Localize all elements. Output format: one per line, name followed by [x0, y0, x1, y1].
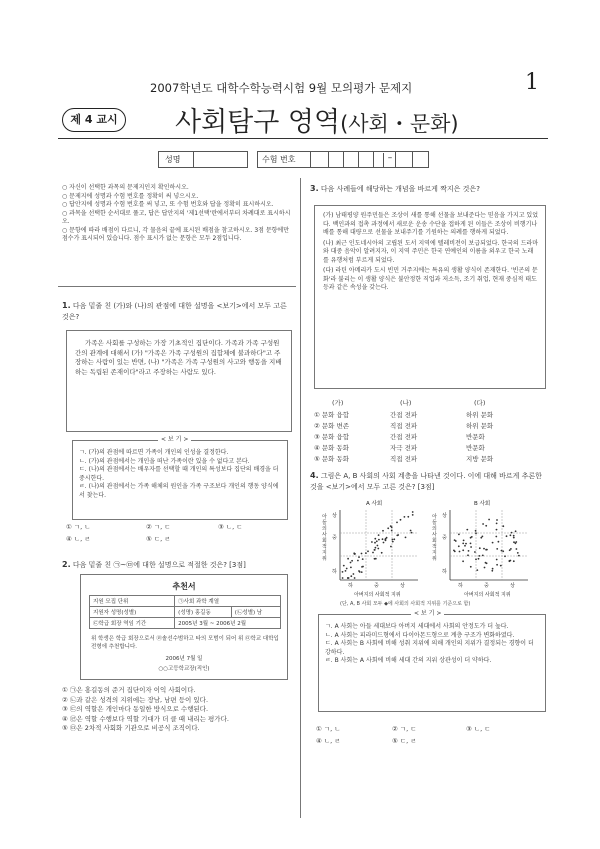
- bogi-item: ㄴ. A 사회는 피라미드형에서 다이아몬드형으로 계층 구조가 변화하였다.: [325, 631, 515, 639]
- choice-cell: ⑤ 문화 동화: [314, 455, 350, 463]
- exam-number-label: 수험 번호: [262, 155, 296, 164]
- choice[interactable]: ⑤ ㉤은 2차적 사회화 기관으로 비공식 조직이다.: [62, 724, 200, 732]
- x-tick: 중: [374, 583, 379, 589]
- choice[interactable]: ⑤ ㄷ, ㄹ: [392, 737, 417, 745]
- instructions-rule: [58, 286, 296, 287]
- scatter-dot: [386, 537, 388, 539]
- x-axis-label: 아버지의 사회적 지위: [464, 592, 511, 598]
- scatter-dot: [467, 554, 469, 556]
- table-row: [90, 607, 281, 618]
- scatter-dot: [342, 571, 344, 573]
- scatter-dot: [496, 559, 498, 561]
- scatter-dot: [485, 549, 487, 551]
- scatter-dot: [513, 535, 515, 537]
- choice-header: (나): [400, 399, 412, 407]
- scatter-dot: [396, 522, 398, 524]
- scatter-dot: [482, 536, 484, 538]
- subject-main: 사회탐구 영역: [175, 107, 341, 138]
- name-divider: [193, 152, 194, 167]
- exam-number-dash: –: [383, 153, 396, 168]
- subject-sub: (사회・문화): [340, 112, 459, 136]
- exam-number-box: [412, 152, 430, 167]
- scatter-dot: [350, 562, 352, 564]
- scatter-dot: [496, 523, 498, 525]
- choice-cell: 간접 전파: [390, 433, 418, 441]
- scatter-dot: [475, 532, 477, 534]
- scatter-dot: [387, 527, 389, 529]
- name-label: 성명: [165, 155, 181, 164]
- scatter-dot: [400, 519, 402, 521]
- scatter-dot: [404, 516, 406, 518]
- scatter-dot: [464, 545, 466, 547]
- letter-table: [89, 595, 281, 629]
- y-tick: 중: [332, 535, 337, 541]
- scatter-dot: [453, 550, 455, 552]
- choice[interactable]: ① ㉠은 홍길동의 준거 집단이자 이익 사회이다.: [62, 686, 196, 694]
- scatter-dot: [348, 577, 350, 579]
- y-tick: 중: [442, 535, 447, 541]
- choice-cell: 자극 전파: [390, 444, 418, 452]
- choice-cell: ① 문화 융합: [314, 411, 350, 419]
- scatter-dot: [468, 550, 470, 552]
- choice[interactable]: ② ㄱ, ㄷ: [392, 725, 417, 733]
- scatter-dot: [374, 538, 376, 540]
- choice[interactable]: ④ ㄴ, ㄹ: [66, 535, 91, 543]
- scatter-dot: [458, 534, 460, 536]
- scatter-dot: [342, 577, 344, 579]
- choice[interactable]: ⑤ ㄷ, ㄹ: [146, 535, 171, 543]
- choice-cell: ② 문화 변존: [314, 422, 350, 430]
- scatter-dot: [492, 542, 494, 544]
- table-cell: ㉠사회 과학 계열: [175, 596, 281, 607]
- scatter-dot: [478, 555, 480, 557]
- choice[interactable]: ② ㉡과 같은 성격의 지위에는 장남, 남편 등이 있다.: [62, 695, 209, 704]
- x-tick: 상: [400, 583, 405, 589]
- scatter-dot: [504, 555, 506, 557]
- question-text: 그림은 A, B 사회의 사회 계층을 나타낸 것이다. 이에 대해 바르게 추론한 것을 <보기>에서 모두 고른 것은? [3점]: [310, 472, 542, 491]
- choice-cell: 하위 문화: [466, 422, 494, 430]
- scatter-dot: [462, 560, 464, 562]
- y-tick: 하: [332, 569, 337, 575]
- scatter-dot: [465, 543, 467, 545]
- bogi-label: < 보 기 >: [158, 436, 191, 445]
- question-stem: [62, 560, 294, 571]
- x-tick: 하: [458, 583, 463, 589]
- choice-cell: ③ 문화 융합: [314, 433, 350, 441]
- scatter-dot: [376, 540, 378, 542]
- exam-title: 2007학년도 대학수학능력시험 9월 모의평가 문제지: [150, 81, 413, 95]
- scatter-dot: [396, 535, 398, 537]
- scatter-dot: [506, 535, 508, 537]
- exam-number-box: [358, 152, 374, 167]
- choice[interactable]: ③ ㉢의 역할은 개인마다 동일한 방식으로 수행된다.: [62, 705, 209, 713]
- q2-choices: [62, 686, 294, 734]
- scatter-dot: [362, 558, 364, 560]
- question-number: 4.: [310, 471, 319, 480]
- question-text: 다음 밑줄 친 (가)와 (나)의 관점에 대한 설명을 <보기>에서 모두 고른 것은?: [62, 302, 287, 321]
- question-number: 2.: [62, 560, 71, 569]
- choice-row[interactable]: [314, 410, 546, 421]
- scatter-dot: [459, 551, 461, 553]
- x-tick: 하: [348, 583, 353, 589]
- table-cell: ㉢학급 회장 역임 기간: [90, 618, 175, 629]
- instruction-item: ○ 문항에 따라 배점이 다르니, 각 물음의 끝에 표시된 배점을 참고하시오. 3점 문항에만 점수가 표시되어 있습니다. 점수 표시가 없는 문항은 모두 2점입니다.: [62, 226, 290, 242]
- scatter-dot: [491, 570, 493, 572]
- scatter-dot: [361, 566, 363, 568]
- scatter-dot: [510, 548, 512, 550]
- scatter-dot: [383, 542, 385, 544]
- y-tick: 하: [442, 569, 447, 575]
- scatter-dot: [517, 552, 519, 554]
- scatter-dot: [385, 540, 387, 542]
- scatter-dot: [458, 545, 460, 547]
- choice[interactable]: ④ ㉣은 역할 수행보다 역할 기대가 더 클 때 내리는 평가다.: [62, 714, 229, 723]
- y-tick: 상: [332, 513, 337, 519]
- scatter-dot: [372, 552, 374, 554]
- name-field[interactable]: [158, 151, 248, 168]
- scatter-dot: [498, 541, 500, 543]
- q1-bogi-box: [72, 436, 288, 520]
- bogi-item: ㄱ. A 사회는 아들 세대보다 아버지 세대에서 사회의 안정도가 더 높다.: [325, 623, 509, 630]
- scatter-dot: [513, 537, 515, 539]
- scatter-dot: [482, 555, 484, 557]
- question-4: [310, 470, 546, 493]
- scatter-dot: [367, 550, 369, 552]
- scatter-dot: [358, 556, 360, 558]
- scatter-dot: [411, 532, 413, 534]
- scatter-dot: [358, 570, 360, 572]
- scatter-dot: [392, 539, 394, 541]
- choice-header: (다): [474, 399, 486, 407]
- q3-passage-box: [314, 205, 546, 389]
- scatter-dot: [343, 565, 345, 567]
- scatter-dot: [513, 560, 515, 562]
- scatter-dot: [361, 571, 363, 573]
- table-cell: (㉡성별) 남: [231, 607, 280, 618]
- choice-row[interactable]: [314, 443, 546, 454]
- letter-body: 위 학생은 학급 회장으로서 ㉣솔선수범하고 타의 모범이 되어 위 ㉤학교 대학입 전형에 추천합니다.: [91, 636, 279, 650]
- scatter-dot: [471, 536, 473, 538]
- scatter-dot: [374, 549, 376, 551]
- chart-a-title: A 사회: [366, 501, 383, 507]
- q1-passage-box: [66, 330, 292, 432]
- choice-cell: 간접 전파: [390, 411, 418, 419]
- scatter-dot: [500, 565, 502, 567]
- q3-passage-item: (다) 라틴 아메리카 도시 빈민 거주지에는 특유의 생활 양식이 존재한다. '빈곤의 문화'라 불리는 이 생활 양식은 불안정한 직업과 저소득, 조기 취업, 현재 중심적 태도 등과 같은 속성을 갖는다.: [323, 267, 538, 291]
- scatter-dot: [393, 538, 395, 540]
- choice[interactable]: ① ㄱ, ㄴ: [66, 523, 91, 531]
- q1-passage: 가족은 사회를 구성하는 가장 기초적인 집단이다. 가족과 가족 구성원간의 관계에 대해서 (가) "가족은 가족 구성원의 집합체에 불과하다"고 주장하는 사람이 있는 반면, (나) "가족은 가족 구성원의 사고와 행동을 지배하는 독립된 존재이다"라고 주장하는 사람도 있다.: [75, 339, 282, 376]
- bogi-label: < 보 기 >: [411, 610, 444, 619]
- scatter-dot: [375, 558, 377, 560]
- scatter-dot: [496, 548, 498, 550]
- instruction-item: ○ 답안지에 성명과 수험 번호를 써 넣고, 또 수험 번호와 답을 정확히 표시하시오.: [62, 201, 274, 208]
- question-text: 다음 사례들에 해당하는 개념을 바르게 짝지은 것은?: [320, 185, 480, 193]
- scatter-dot: [492, 568, 494, 570]
- scatter-dot: [485, 525, 487, 527]
- scatter-dot: [375, 547, 377, 549]
- scatter-dot: [347, 558, 349, 560]
- scatter-dot: [391, 526, 393, 528]
- bogi-item: ㄴ. (가)의 관점에서는 개인을 떠난 가족이란 있을 수 없다고 본다.: [79, 457, 250, 465]
- scatter-dot: [488, 519, 490, 521]
- scatter-dot: [478, 558, 480, 560]
- q3-passage-item: (나) 최근 인도네시아의 고립된 도서 지역에 텔레비전이 보급되었다. 한국의 드라마와 대중 음악이 알려지자, 이 지역 주민은 한국 연예인의 이름을 외우고 한국 노래를 유행처럼 부르게 되었다.: [323, 239, 539, 264]
- question-number: 1.: [62, 301, 71, 310]
- table-row: [90, 596, 281, 607]
- scatter-dot: [382, 530, 384, 532]
- scatter-dot: [463, 540, 465, 542]
- question-3: [310, 184, 545, 195]
- scatter-dot: [479, 547, 481, 549]
- table-row: [90, 618, 281, 629]
- choice-cell: 직접 전파: [390, 455, 418, 463]
- scatter-dot: [470, 546, 472, 548]
- scatter-dot: [515, 530, 517, 532]
- y-axis-label: 아들의 사회적 지위: [432, 514, 437, 562]
- scatter-dot: [485, 562, 487, 564]
- scatter-dot: [509, 560, 511, 562]
- question-2: [62, 560, 294, 571]
- scatter-dot: [482, 523, 484, 525]
- choice-cell: 지방 문화: [466, 455, 494, 463]
- q3-passage-item: (가) 남태평양 원주민들은 조상이 새를 통해 선물을 보내준다는 믿음을 가지고 있었다. 백인과의 접촉 과정에서 새로운 운송 수단을 접하게 된 이들은 조상이 비행기나 배를 통해 대량으로 선물을 보내주기를 기원하는 의례를 행하게 되었다.: [323, 212, 539, 236]
- scatter-dot: [495, 536, 497, 538]
- choice[interactable]: ④ ㄴ, ㄹ: [316, 737, 341, 745]
- scatter-dot: [377, 545, 379, 547]
- scatter-dot: [496, 564, 498, 566]
- choice-cell: 반문화: [466, 433, 485, 441]
- chart-b-title: B 사회: [474, 501, 491, 507]
- choice[interactable]: ③ ㄴ, ㄷ: [466, 725, 491, 733]
- bogi-item: ㄱ. (가)의 관점에 따르면 가족이 개인의 인성을 결정한다.: [79, 449, 229, 456]
- choice-cell: 반문화: [466, 444, 485, 452]
- instructions: [62, 184, 292, 244]
- instruction-item: ○ 과목을 선택한 순서대로 풀고, 답은 답안지의 '제1선택'란에서부터 차례대로 표시하시오.: [62, 209, 291, 225]
- y-tick: 상: [442, 513, 447, 519]
- choice[interactable]: ① ㄱ, ㄴ: [316, 725, 341, 733]
- scatter-dot: [466, 529, 468, 531]
- scatter-dot: [501, 550, 503, 552]
- scatter-dot: [365, 552, 367, 554]
- exam-number-field[interactable]: [257, 151, 429, 168]
- instruction-item: ○ 문제지에 성명과 수험 번호를 정확히 써 넣으시오.: [62, 192, 199, 200]
- scatter-dot: [475, 530, 477, 532]
- scatter-dot: [502, 525, 504, 527]
- letter-sign: ○○고등학교장(직인): [158, 666, 210, 672]
- exam-number-box: [395, 152, 413, 167]
- scatter-dot: [374, 542, 376, 544]
- bogi-item: ㄷ. (나)의 관점에서는 배우자를 선택할 때 개인의 특성보다 집단의 배경을 더 중시한다.: [79, 466, 279, 482]
- scatter-dot: [350, 567, 352, 569]
- column-divider: [300, 178, 301, 818]
- scatter-dot: [462, 543, 464, 545]
- scatter-dot: [392, 541, 394, 543]
- scatter-dot: [381, 552, 383, 554]
- scatter-dot: [511, 532, 513, 534]
- choice[interactable]: ③ ㄴ, ㄷ: [218, 523, 243, 531]
- scatter-dot: [378, 534, 380, 536]
- scatter-dot: [470, 566, 472, 568]
- table-cell: 지원자 성명(성별): [90, 607, 175, 618]
- scatter-dot: [412, 514, 414, 516]
- choice-row[interactable]: [314, 432, 546, 443]
- scatter-dot: [470, 543, 472, 545]
- scatter-dot: [454, 539, 456, 541]
- scatter-dot: [354, 577, 356, 579]
- recommendation-letter: [80, 574, 288, 680]
- question-number: 3.: [310, 184, 319, 193]
- letter-title: 추천서: [172, 582, 196, 591]
- exam-number-box: [310, 152, 329, 167]
- scatter-dot: [496, 529, 498, 531]
- scatter-dot: [502, 550, 504, 552]
- table-cell: (성명) 홍길동: [175, 607, 232, 618]
- bogi-item: ㄹ. B 사회는 A 사회에 비해 세대 간의 지위 상관성이 더 약하다.: [325, 657, 492, 664]
- x-tick: 상: [510, 583, 515, 589]
- scatter-dot: [405, 537, 407, 539]
- scatter-dot: [378, 539, 380, 541]
- scatter-dot: [353, 552, 355, 554]
- chart-note: (단, A, B 사회 모두 ◆에 사회의 사회적 지위를 기준으로 함): [340, 601, 471, 607]
- scatter-dot: [377, 548, 379, 550]
- question-text: 다음 밑줄 친 ㉠~㉤에 대한 설명으로 적절한 것은? [3점]: [72, 561, 246, 569]
- table-cell: 지원 모집 단위: [90, 596, 175, 607]
- choice[interactable]: ② ㄱ, ㄷ: [146, 523, 171, 531]
- scatter-dot: [483, 548, 485, 550]
- question-stem: [310, 470, 546, 493]
- scatter-dot: [510, 534, 512, 536]
- scatter-dot: [361, 553, 363, 555]
- scatter-dot: [382, 538, 384, 540]
- scatter-dot: [496, 519, 498, 521]
- scatter-dot: [462, 549, 464, 551]
- scatter-dot: [516, 548, 518, 550]
- choice-row[interactable]: [314, 421, 546, 432]
- question-1: [62, 300, 294, 323]
- scatter-dot: [357, 560, 359, 562]
- question-stem: [62, 300, 294, 323]
- scatter-dot: [346, 568, 348, 570]
- scatter-dot: [407, 516, 409, 518]
- scatter-dot: [513, 541, 515, 543]
- scatter-dot: [410, 530, 412, 532]
- scatter-dot: [474, 551, 476, 553]
- scatter-dot: [476, 569, 478, 571]
- scatter-dot: [353, 573, 355, 575]
- choice-cell: 직접 전파: [390, 422, 418, 430]
- scatter-dot: [391, 530, 393, 532]
- scatter-dot: [350, 575, 352, 577]
- choice-row[interactable]: [314, 454, 546, 465]
- scatter-dot: [484, 567, 486, 569]
- scatter-dot: [518, 555, 520, 557]
- page-number: 1: [525, 70, 539, 95]
- bogi-item: ㄹ. (나)의 관점에서는 가족 해체의 원인을 가족 구조보다 개인의 행동 양식에서 찾는다.: [79, 483, 279, 499]
- exam-number-box: [343, 152, 359, 167]
- q3-choices: [314, 410, 546, 465]
- choice-cell: 하위 문화: [466, 411, 494, 419]
- question-stem: [310, 184, 545, 195]
- header-rule: [58, 138, 548, 139]
- bogi-item: ㄷ. A 사회는 B 사회에 비해 성취 지위에 의해 개인의 지위가 결정되는 경향이 더 강하다.: [325, 640, 534, 656]
- scatter-dot: [390, 546, 392, 548]
- x-axis-label: 아버지의 사회적 지위: [354, 592, 401, 598]
- letter-date: 2006년 7월 일: [165, 656, 203, 662]
- subject-title: [175, 100, 459, 139]
- scatter-dot: [351, 560, 353, 562]
- y-axis-label: 아들의 사회적 지위: [322, 514, 327, 562]
- q4-bogi-box: [318, 610, 546, 712]
- scatter-dot: [515, 541, 517, 543]
- period-badge: 제 4 교시: [62, 108, 126, 132]
- scatter-dot: [345, 570, 347, 572]
- choice-cell: ④ 문화 동화: [314, 444, 350, 452]
- scatter-dot: [475, 559, 477, 561]
- table-cell: 2005년 3월 ~ 2006년 2월: [175, 618, 281, 629]
- instruction-item: ○ 자신이 선택한 과목의 문제지인지 확인하시오.: [62, 184, 189, 191]
- choice-header: (가): [332, 399, 344, 407]
- scatter-dot: [412, 511, 414, 513]
- x-tick: 중: [484, 583, 489, 589]
- scatter-dot: [371, 541, 373, 543]
- exam-number-box: [328, 152, 344, 167]
